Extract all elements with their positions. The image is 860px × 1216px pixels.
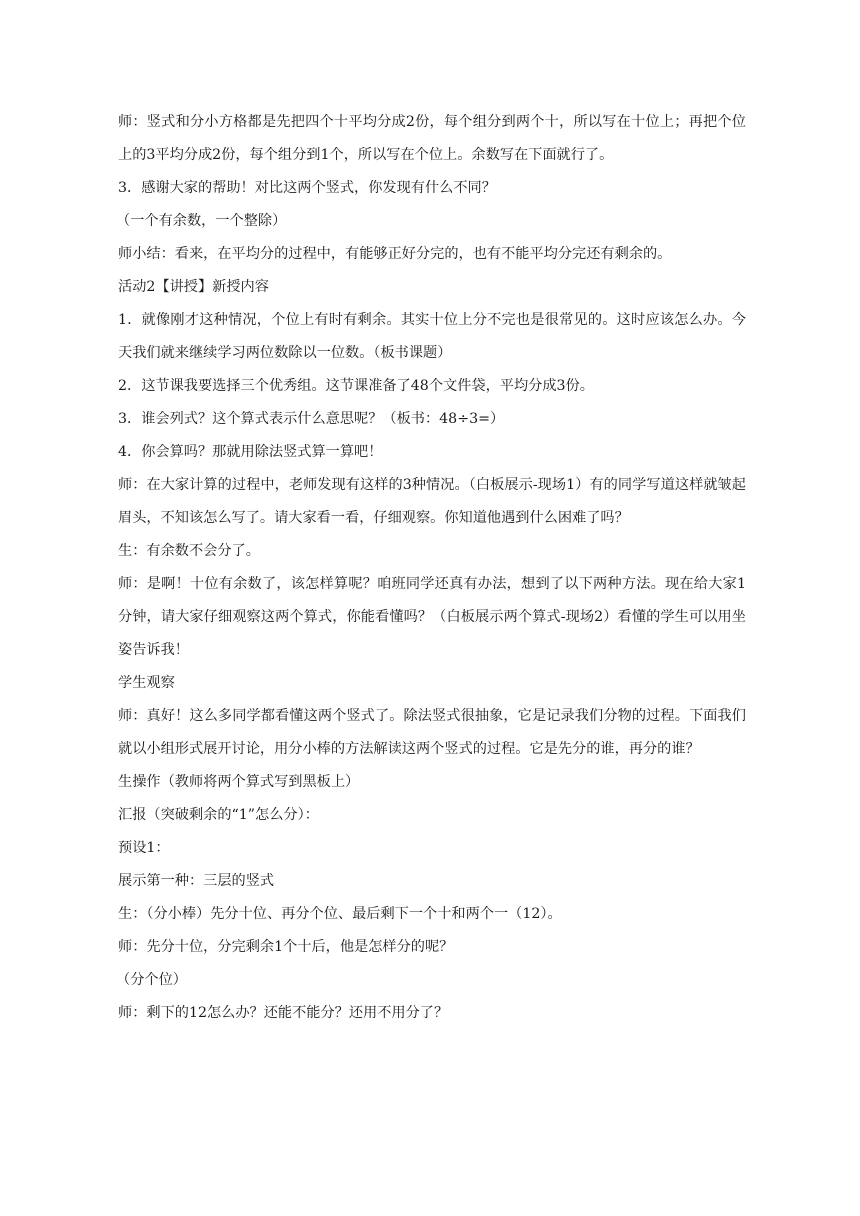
paragraph-teacher-summary: 师小结：看来，在平均分的过程中，有能够正好分完的，也有不能平均分完还有剩余的。 <box>118 246 672 262</box>
paragraph-teacher-discussion: 师：真好！这么多同学都看懂这两个竖式了。除法竖式很抽象，它是记录我们分物的过程。下面我们就以小组形式展开讨论，用分小棒的方法解读这两个竖式的过程。它是先分的谁，再分的谁？ <box>118 708 746 757</box>
paragraph-report: 汇报（突破剩余的“1”怎么分）： <box>118 807 319 823</box>
paragraph-teacher-explain-vertical: 师：竖式和分小方格都是先把四个十平均分成2份，每个组分到两个十，所以写在十位上；再把个位上的3平均分成2份，每个组分到1个，所以写在个位上。余数写在下面就行了。 <box>118 114 746 163</box>
paragraph-teacher-remaining-12: 师：剩下的12怎么办？还能不能分？还用不用分了？ <box>118 1005 449 1021</box>
paragraph-teacher-two-methods: 师：是啊！十位有余数了，该怎样算呢？咱班同学还真有办法，想到了以下两种方法。现在给大家1分钟，请大家仔细观察这两个算式，你能看懂吗？（白板展示两个算式-现场2）看懂的学生可以用坐姿告诉我！ <box>118 576 746 658</box>
paragraph-activity-heading: 活动2【讲授】新授内容 <box>118 279 269 295</box>
paragraph-preset-1: 预设1： <box>118 840 170 856</box>
document-page <box>118 106 746 1030</box>
paragraph-show-first: 展示第一种：三层的竖式 <box>118 873 275 889</box>
paragraph-new-content-3: 3．谁会列式？这个算式表示什么意思呢？（板书：48÷3=） <box>118 411 505 427</box>
paragraph-answer-ones: （分个位） <box>116 972 187 988</box>
paragraph-student-remainder: 生：有余数不会分了。 <box>118 543 260 559</box>
paragraph-new-content-4: 4．你会算吗？那就用除法竖式算一算吧！ <box>118 444 383 460</box>
paragraph-student-observe: 学生观察 <box>118 675 175 691</box>
paragraph-teacher-after-tens: 师：先分十位，分完剩余1个十后，他是怎样分的呢？ <box>118 939 454 955</box>
paragraph-teacher-three-cases: 师：在大家计算的过程中，老师发现有这样的3种情况。（白板展示-现场1）有的同学写道这样就皱起眉头，不知该怎么写了。请大家看一看，仔细观察。你知道他遇到什么困难了吗？ <box>118 477 746 526</box>
paragraph-compare-question: 3．感谢大家的帮助！对比这两个竖式，你发现有什么不同？ <box>118 180 496 196</box>
paragraph-answer-remainder: （一个有余数，一个整除） <box>116 213 287 229</box>
paragraph-student-operate: 生操作（教师将两个算式写到黑板上） <box>118 774 360 790</box>
paragraph-student-sticks: 生：（分小棒）先分十位、再分个位、最后剩下一个十和两个一（12）。 <box>118 906 562 922</box>
paragraph-new-content-1: 1．就像刚才这种情况，个位上有时有剩余。其实十位上分不完也是很常见的。这时应该怎么办。今天我们就来继续学习两位数除以一位数。（板书课题） <box>118 312 746 361</box>
paragraph-new-content-2: 2．这节课我要选择三个优秀组。这节课准备了48个文件袋，平均分成3份。 <box>118 378 594 394</box>
